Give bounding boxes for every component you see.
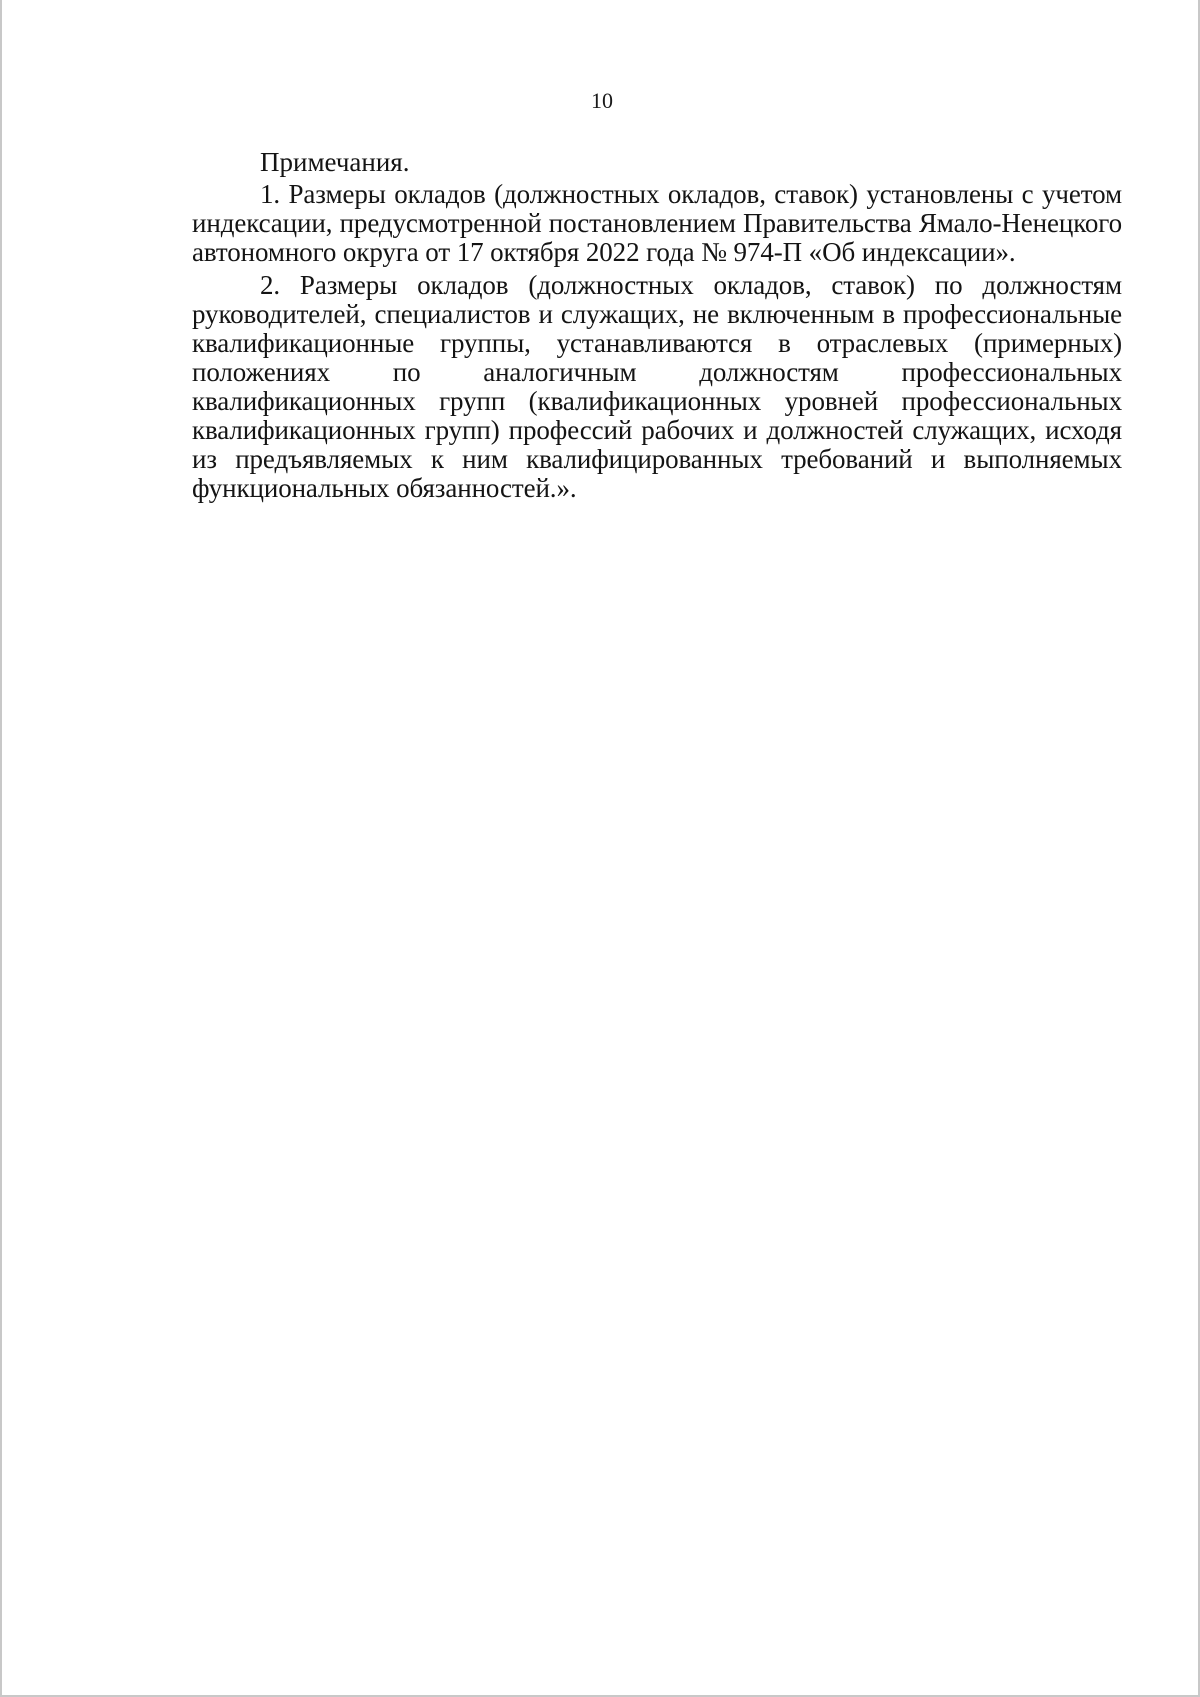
note-item-1: 1. Размеры окладов (должностных окладов, ставок) установлены с учетом индексации, предусмотренной постановлением Правительства Ямало-Ненецкого автономного округа от 17 октября 2022 года № 974-П «Об индексации». bbox=[192, 179, 1122, 267]
notes-heading: Примечания. bbox=[260, 147, 410, 177]
page-number: 10 bbox=[591, 88, 613, 113]
notes-section bbox=[192, 148, 1122, 507]
note-item-2: 2. Размеры окладов (должностных окладов, ставок) по должностям руководителей, специалистов и служащих, не включенным в профессиональные квалификационные группы, устанавливаются в отраслевых (примерных) положениях по аналогичным должностям профессиональных квалификационных групп (квалификационных уровней профессиональных квалификационных групп) профессий рабочих и должностей служащих, исходя из предъявляемых к ним квалифицированных требований и выполняемых функциональных обязанностей.». bbox=[192, 270, 1122, 503]
